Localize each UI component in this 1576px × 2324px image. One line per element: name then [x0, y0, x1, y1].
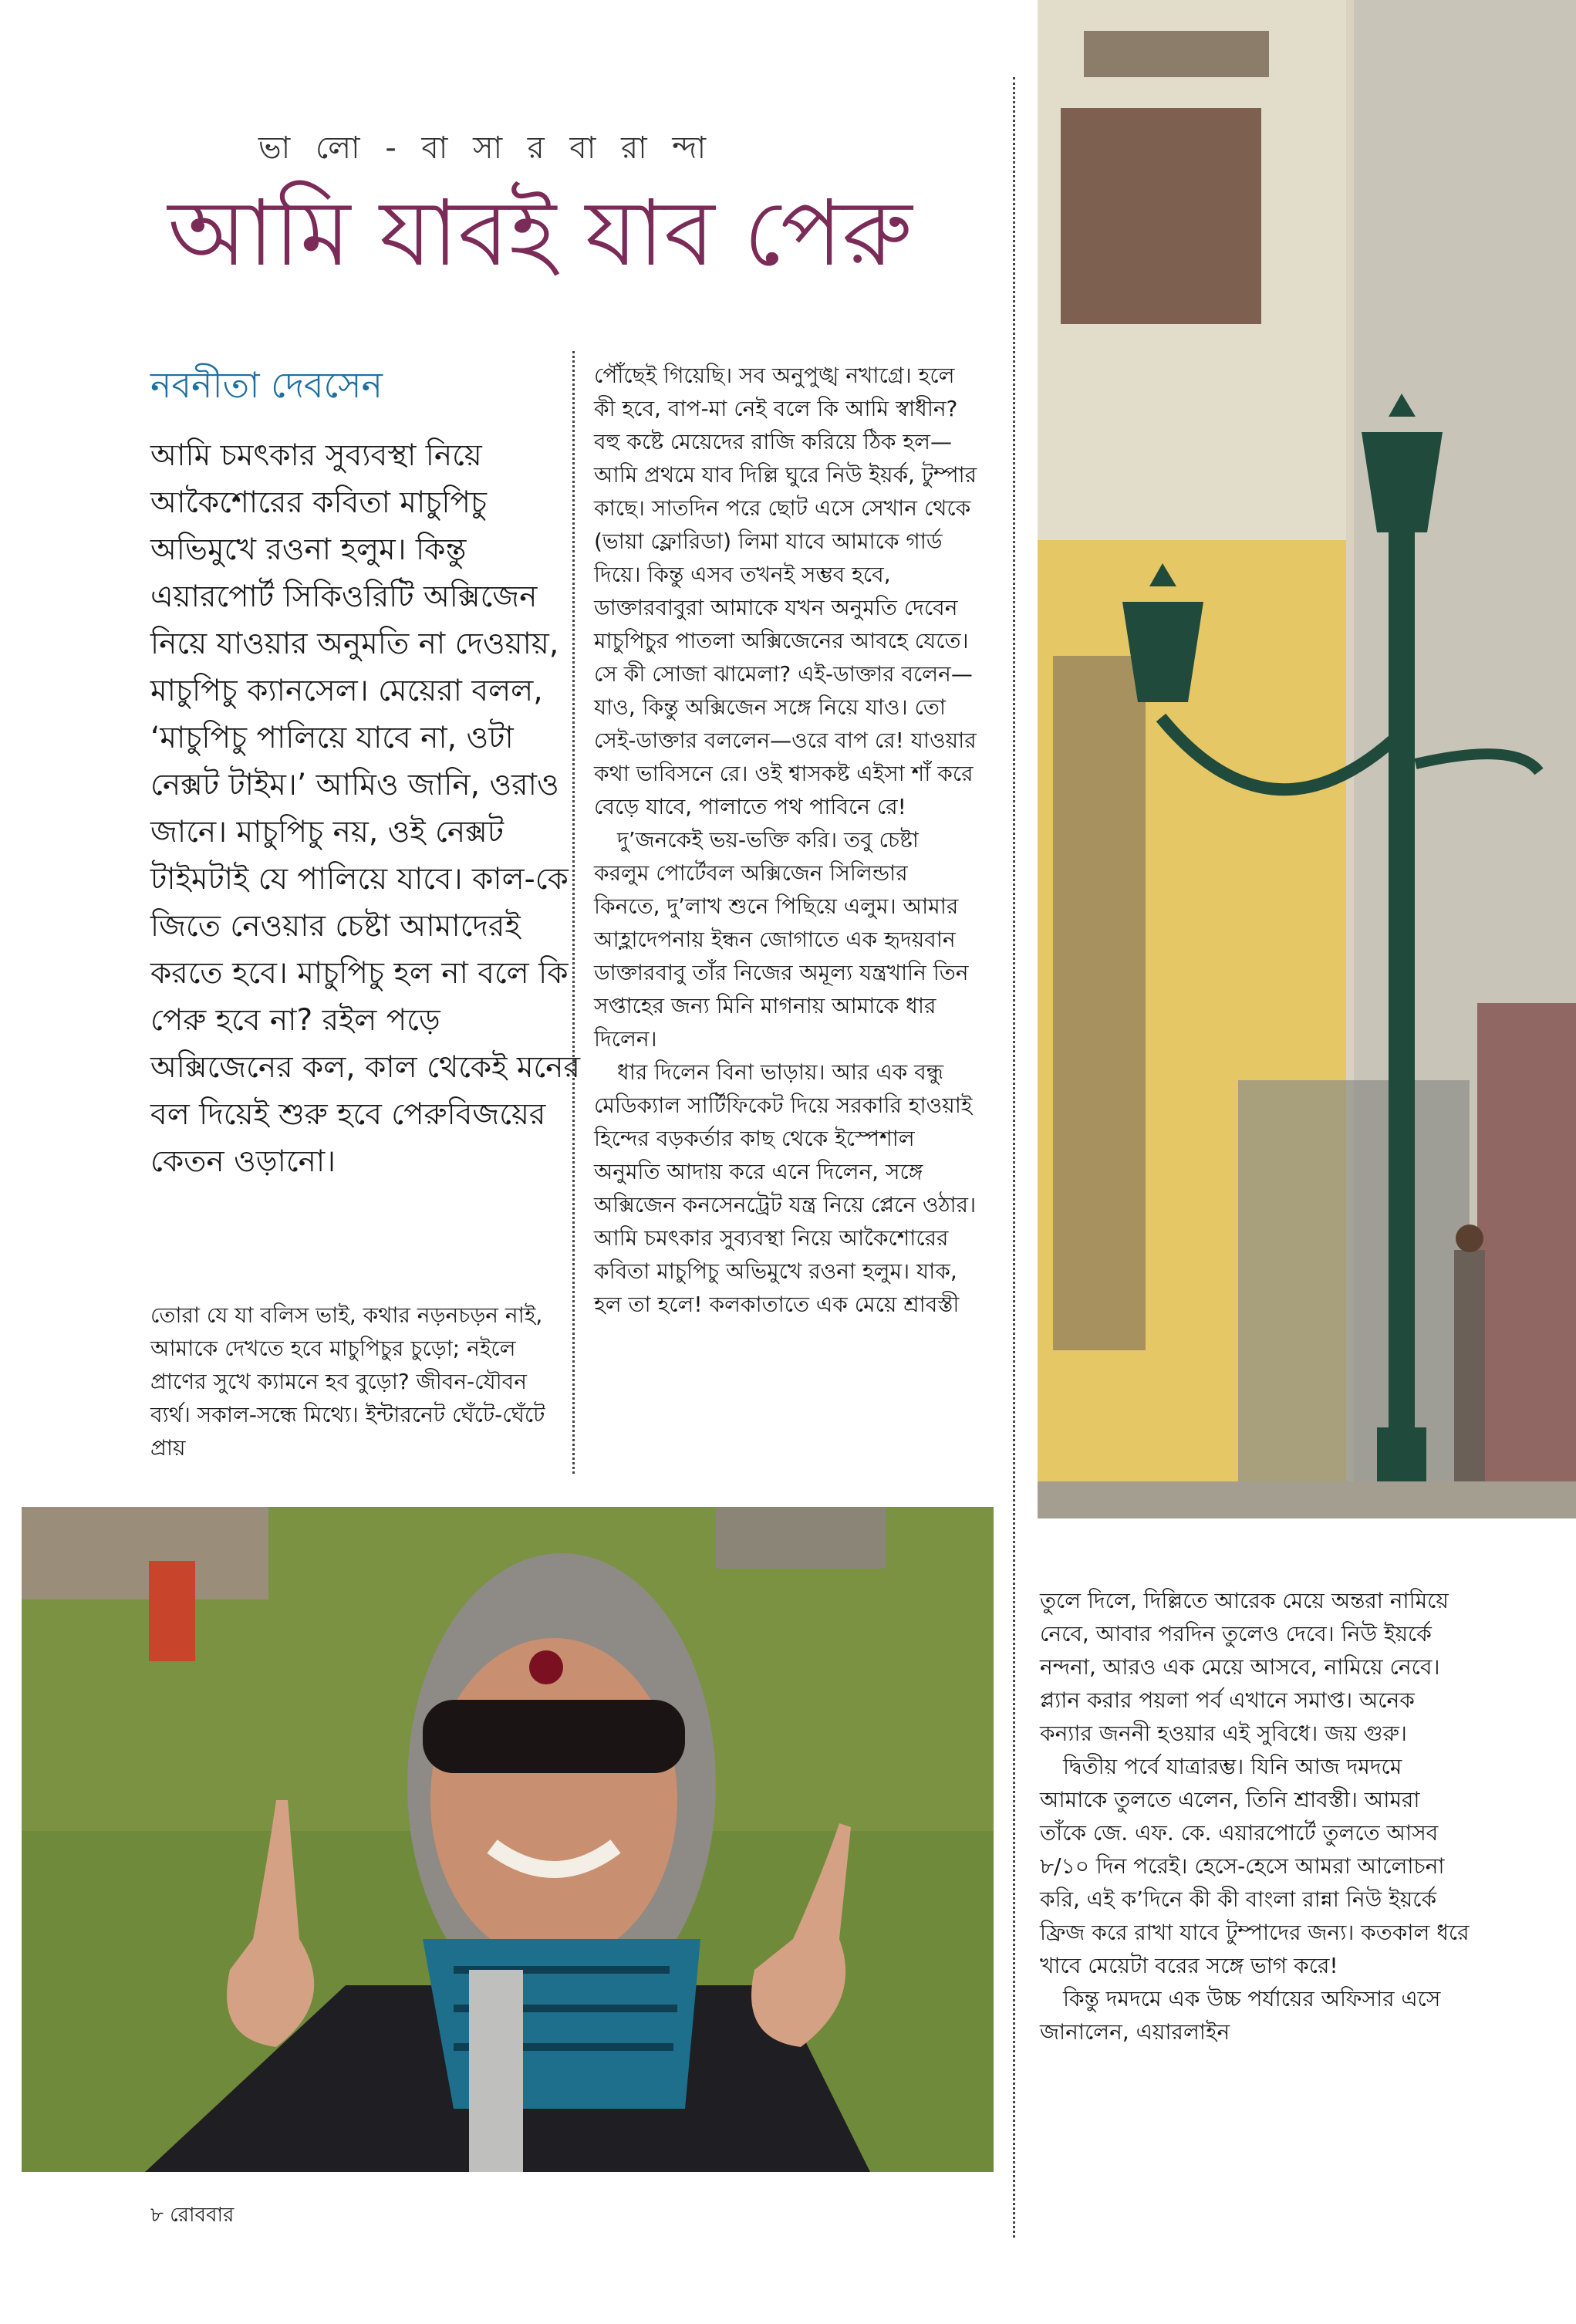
column-3-paragraph: কিন্তু দমদমে এক উচ্চ পর্যায়ের অফিসার এসে জানালেন, এয়ারলাইন [1040, 1986, 1441, 2045]
section-kicker: ভা লো - বা সা র বা রা ন্দা [258, 130, 714, 166]
byline: নবনীতা দেবসেন [150, 364, 383, 406]
balcony [1061, 108, 1261, 324]
column-3-paragraph: তুলে দিলে, দিল্লিতে আরেক মেয়ে অন্তরা নামিয়ে নেবে, আবার পরদিন তুলেও দেবে। নিউ ইয়র্কে নন্দনা, আরও এক মেয়ে আসবে, নামিয়ে নেবে। প্ল্যান করার পয়লা পর্ব এখানে সমাপ্ত। অনেক কন্যার জননী হওয়ার এই সুবিধে। জয় গুরু। [1040, 1588, 1449, 1746]
headline: আমি যাবই যাব পেরু [167, 180, 913, 286]
column-3 [1040, 1584, 1472, 2049]
street-lamp-photo [1038, 0, 1576, 1518]
column-rule [572, 351, 575, 1474]
column-2 [594, 359, 980, 1321]
bindi [529, 1650, 563, 1684]
portrait-photo [22, 1507, 994, 2172]
column-2-paragraph: দু’জনকেই ভয়-ভক্তি করি। তবু চেষ্টা করলুম পোর্টেবল অক্সিজেন সিলিন্ডার কিনতে, দু’লাখ শুনে পিছিয়ে এলুম। আমার আহ্লাদেপনায় ইন্ধন জোগাতে এক হৃদয়বান ডাক্তারবাবু তাঁর নিজের অমূল্য যন্ত্রখানি তিন সপ্তাহের জন্য মিনি মাগনায় আমাকে ধার দিলেন। [594, 827, 969, 1052]
column-1-paragraph: তোরা যে যা বলিস ভাই, কথার নড়নচড়ন নাই, আমাকে দেখতে হবে মাচুপিচুর চুড়ো; নইলে প্রাণের সুখে ক্যামনে হব বুড়ো? জীবন-যৌবন ব্যর্থ। সকাল-সন্ধে মিথ্যে। ইন্টারনেট ঘেঁটে-ঘেঁটে প্রায় [150, 1302, 545, 1461]
sunglasses [423, 1700, 685, 1773]
column-rule-right [1013, 77, 1015, 2238]
lead-text: আমি চমৎকার সুব্যবস্থা নিয়ে আকৈশোরের কবিতা মাচুপিচু অভিমুখে রওনা হলুম। কিন্তু এয়ারপোর্ট সিকিওরিটি অক্সিজেন নিয়ে যাওয়ার অনুমতি না দেওয়ায়, মাচুপিচু ক্যানসেল। মেয়েরা বলল, ‘মাচুপিচু পালিয়ে যাবে না, ওটা নেক্সট টাইম।’ আমিও জানি, ওরাও জানে। মাচুপিচু নয়, ওই নেক্সট টাইমটাই যে পালিয়ে যাবে। কাল-কে জিতে নেওয়ার চেষ্টা আমাদেরই করতে হবে। মাচুপিচু হল না বলে কি পেরু হবে না? রইল পড়ে অক্সিজেনের কল, কাল থেকেই মনের বল দিয়েই শুরু হবে পেরুবিজয়ের কেতন ওড়ানো। [150, 438, 580, 1179]
column-1-body [150, 1299, 567, 1464]
column-2-paragraph: পৌঁছেই গিয়েছি। সব অনুপুঙ্খ নখাগ্রে। হলে কী হবে, বাপ-মা নেই বলে কি আমি স্বাধীন? বহু কষ্টে মেয়েদের রাজি করিয়ে ঠিক হল—আমি প্রথমে যাব দিল্লি ঘুরে নিউ ইয়র্ক, টুম্পার কাছে। সাতদিন পরে ছোট এসে সেখান থেকে (ভায়া ফ্লোরিডা) লিমা যাবে আমাকে গার্ড দিয়ে। কিন্তু এসব তখনই সম্ভব হবে, ডাক্তারবাবুরা আমাকে যখন অনুমতি দেবেন মাচুপিচুর পাতলা অক্সিজেনের আবহে যেতে। সে কী সোজা ঝামেলা? এই-ডাক্তার বলেন—যাও, কিন্তু অক্সিজেন সঙ্গে নিয়ে যাও। তো সেই-ডাক্তার বললেন—ওরে বাপ রে! যাওয়ার কথা ভাবিসনে রে। ওই শ্বাসকষ্ট এইসা শাঁ করে বেড়ে যাবে, পালাতে পথ পাবিনে রে! [594, 363, 977, 819]
column-2-paragraph: ধার দিলেন বিনা ভাড়ায়। আর এক বন্ধু মেডিক্যাল সার্টিফিকেট দিয়ে সরকারি হাওয়াই হিন্দের বড়কর্তার কাছ থেকে ইস্পেশাল অনুমতি আদায় করে এনে দিলেন, সঙ্গে অক্সিজেন কনসেনট্রেট যন্ত্র নিয়ে প্লেনে ওঠার। আমি চমৎকার সুব্যবস্থা নিয়ে আকৈশোরের কবিতা মাচুপিচু অভিমুখে রওনা হলুম। যাক, হল তা হলে! কলকাতাতে এক মেয়ে শ্রাবস্তী [594, 1059, 977, 1317]
page-folio: ৮ রোববার [150, 2204, 235, 2227]
scarf [423, 1939, 700, 2109]
face [430, 1638, 677, 1962]
lead-paragraph [150, 432, 582, 1185]
column-3-paragraph: দ্বিতীয় পর্বে যাত্রারম্ভ। যিনি আজ দমদমে আমাকে তুলতে এলেন, তিনি শ্রাবস্তী। আমরা তাঁকে জে. এফ. কে. এয়ারপোর্টে তুলতে আসব ৮/১০ দিন পরেই। হেসে-হেসে আমরা আলোচনা করি, এই ক’দিনে কী কী বাংলা রান্না নিউ ইয়র্কে ফ্রিজ করে রাখা যাবে টুম্পাদের জন্য। কতকাল ধরে খাবে মেয়েটা বরের সঙ্গে ভাগ করে! [1040, 1754, 1470, 1978]
